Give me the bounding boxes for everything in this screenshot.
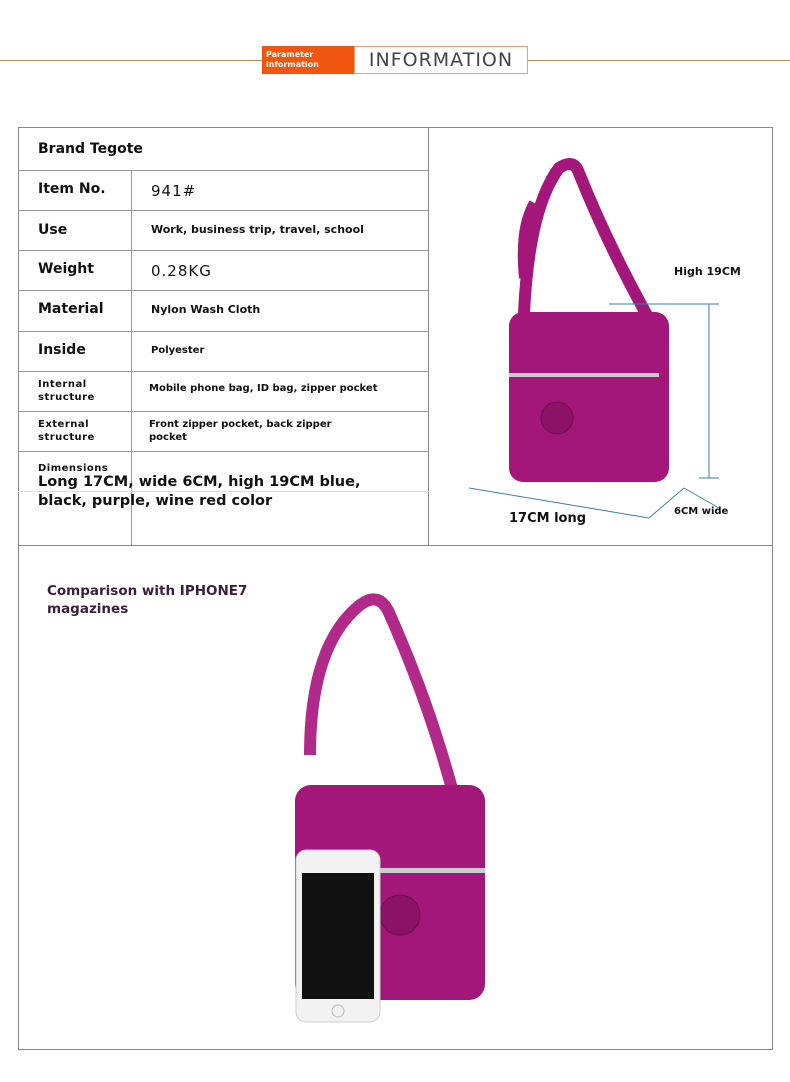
spec-row bbox=[18, 171, 429, 211]
spec-row bbox=[18, 211, 429, 251]
width-caption: 6CM wide bbox=[674, 506, 729, 517]
spec-label: Weight bbox=[38, 261, 94, 277]
spec-label: Item No. bbox=[38, 181, 106, 197]
spec-label: Material bbox=[38, 301, 104, 317]
bag-logo bbox=[541, 402, 573, 434]
bag-strap bbox=[310, 599, 455, 800]
dimensions-label: Dimensions bbox=[38, 463, 109, 474]
badge-line2: information bbox=[266, 60, 319, 69]
spec-row bbox=[18, 291, 429, 332]
header-rule-right bbox=[528, 60, 790, 61]
bag-phone-photo bbox=[240, 585, 540, 1025]
spec-value: Nylon Wash Cloth bbox=[151, 303, 261, 316]
bag-dimension-diagram bbox=[429, 128, 772, 545]
spec-label: Internal structure bbox=[38, 379, 95, 403]
parameter-badge bbox=[262, 46, 354, 74]
section-title: INFORMATION bbox=[354, 46, 528, 74]
spec-row bbox=[18, 251, 429, 291]
spec-label: External structure bbox=[38, 419, 95, 443]
length-caption: 17CM long bbox=[509, 511, 587, 526]
height-caption: High 19CM bbox=[674, 265, 741, 278]
bag-body bbox=[509, 312, 669, 482]
bag-zipper bbox=[509, 373, 659, 377]
spec-value: 0.28KG bbox=[151, 262, 212, 280]
spec-value: 941# bbox=[151, 182, 197, 200]
spec-row bbox=[18, 332, 429, 372]
spec-value: Mobile phone bag, ID bag, zipper pocket bbox=[149, 383, 378, 394]
spec-value: Polyester bbox=[151, 345, 205, 356]
spec-row bbox=[18, 412, 429, 452]
spec-label: Inside bbox=[38, 342, 86, 358]
spec-value: Front zipper pocket, back zipper pocket bbox=[149, 419, 332, 443]
iphone-screen bbox=[302, 873, 374, 999]
badge-line1: Parameter bbox=[266, 50, 314, 59]
dimensions-value: Long 17CM, wide 6CM, high 19CM blue, black, purple, wine red color bbox=[38, 474, 361, 509]
spec-value: Work, business trip, travel, school bbox=[151, 223, 364, 236]
spec-label: Use bbox=[38, 222, 68, 238]
bag-logo bbox=[380, 895, 420, 935]
comparison-title: Comparison with IPHONE7 magazines bbox=[47, 583, 248, 617]
spec-row-brand bbox=[18, 128, 429, 171]
header-rule-left bbox=[0, 60, 262, 61]
brand-label: Brand Tegote bbox=[38, 141, 143, 157]
spec-row bbox=[18, 372, 429, 412]
bag-strap bbox=[524, 164, 654, 328]
